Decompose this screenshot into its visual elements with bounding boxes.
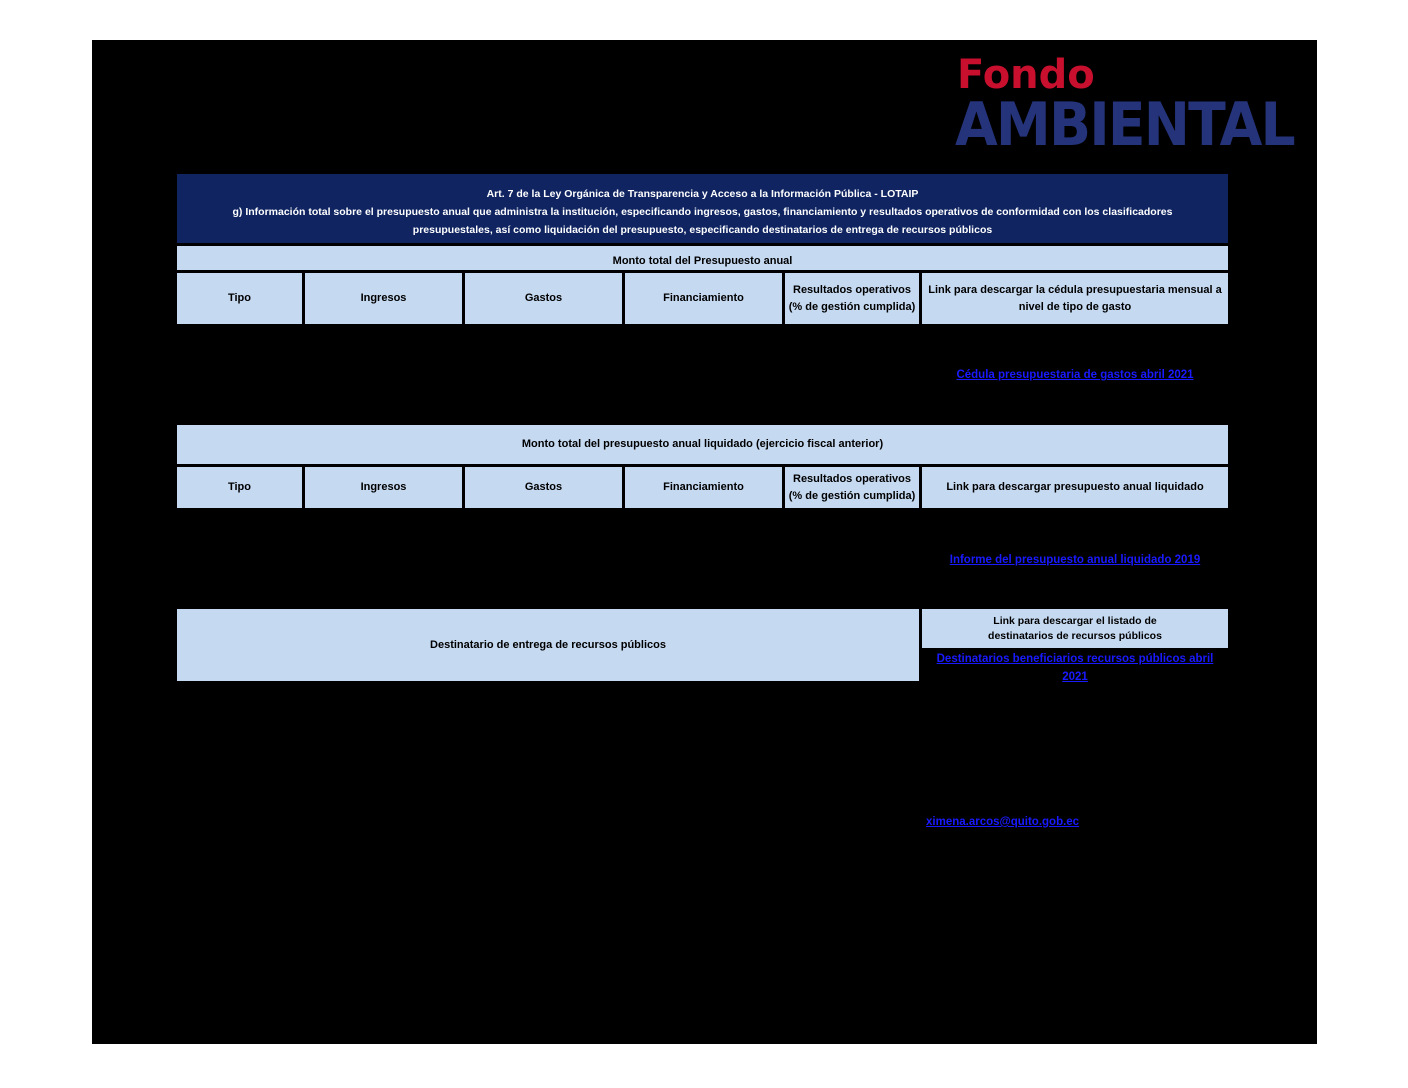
section1-col-link xyxy=(922,273,1228,324)
presupuesto-liquidado-link[interactable]: Informe del presupuesto anual liquidado 2019 xyxy=(949,554,1201,566)
logo-text-ambiental: AMBIENTAL xyxy=(955,90,1294,160)
section1-col-ingresos: Ingresos xyxy=(305,273,462,324)
section1-col-resultados-line2: (% de gestión cumplida) xyxy=(788,300,916,313)
section2-col-tipo: Tipo xyxy=(177,467,302,508)
cedula-presupuestaria-link[interactable]: Cédula presupuestaria de gastos abril 2021 xyxy=(956,369,1194,381)
section3-link-header-line2: destinatarios de recursos públicos xyxy=(988,629,1162,642)
destinatarios-link-line1: Destinatarios beneficiarios recursos públicos abril xyxy=(936,653,1214,665)
section2-col-link: Link para descargar presupuesto anual liquidado xyxy=(922,467,1228,508)
header-line-3: presupuestales, así como liquidación del presupuesto, especificando destinatarios de entrega de recursos públicos xyxy=(412,223,993,236)
logo-text-fondo: Fondo xyxy=(957,52,1095,98)
section2-col-financiamiento: Financiamiento xyxy=(625,467,782,508)
destinatarios-beneficiarios-link[interactable] xyxy=(922,650,1228,686)
section1-col-resultados xyxy=(785,273,919,324)
section2-col-resultados-line1: Resultados operativos xyxy=(793,472,911,485)
section1-title: Monto total del Presupuesto anual xyxy=(177,246,1228,270)
contact-email-link[interactable]: ximena.arcos@quito.gob.ec xyxy=(926,816,1080,828)
section2-col-gastos: Gastos xyxy=(465,467,622,508)
section2-title: Monto total del presupuesto anual liquidado (ejercicio fiscal anterior) xyxy=(177,425,1228,464)
section1-col-link-line2: nivel de tipo de gasto xyxy=(1018,300,1132,313)
destinatarios-link-line2: 2021 xyxy=(1062,671,1088,683)
section1-col-tipo: Tipo xyxy=(177,273,302,324)
header-line-2: g) Información total sobre el presupuesto anual que administra la institución, especificando ingresos, gastos, financiamiento y resultados operativos de conformidad con los clasificadores xyxy=(232,205,1173,218)
header-line-1: Art. 7 de la Ley Orgánica de Transparencia y Acceso a la Información Pública - LOTAIP xyxy=(486,187,919,200)
section1-col-financiamiento: Financiamiento xyxy=(625,273,782,324)
section1-col-resultados-line1: Resultados operativos xyxy=(793,283,911,296)
section2-col-resultados-line2: (% de gestión cumplida) xyxy=(788,489,916,502)
section1-col-gastos: Gastos xyxy=(465,273,622,324)
section2-col-resultados xyxy=(785,467,919,508)
section2-col-ingresos: Ingresos xyxy=(305,467,462,508)
section1-col-link-line1: Link para descargar la cédula presupuestaria mensual a xyxy=(928,283,1222,296)
lotaip-header xyxy=(177,174,1228,243)
section3-link-header-line1: Link para descargar el listado de xyxy=(993,614,1157,627)
section3-title: Destinatario de entrega de recursos públicos xyxy=(177,609,919,681)
fondo-ambiental-logo xyxy=(955,52,1315,162)
section3-link-header xyxy=(922,609,1228,648)
